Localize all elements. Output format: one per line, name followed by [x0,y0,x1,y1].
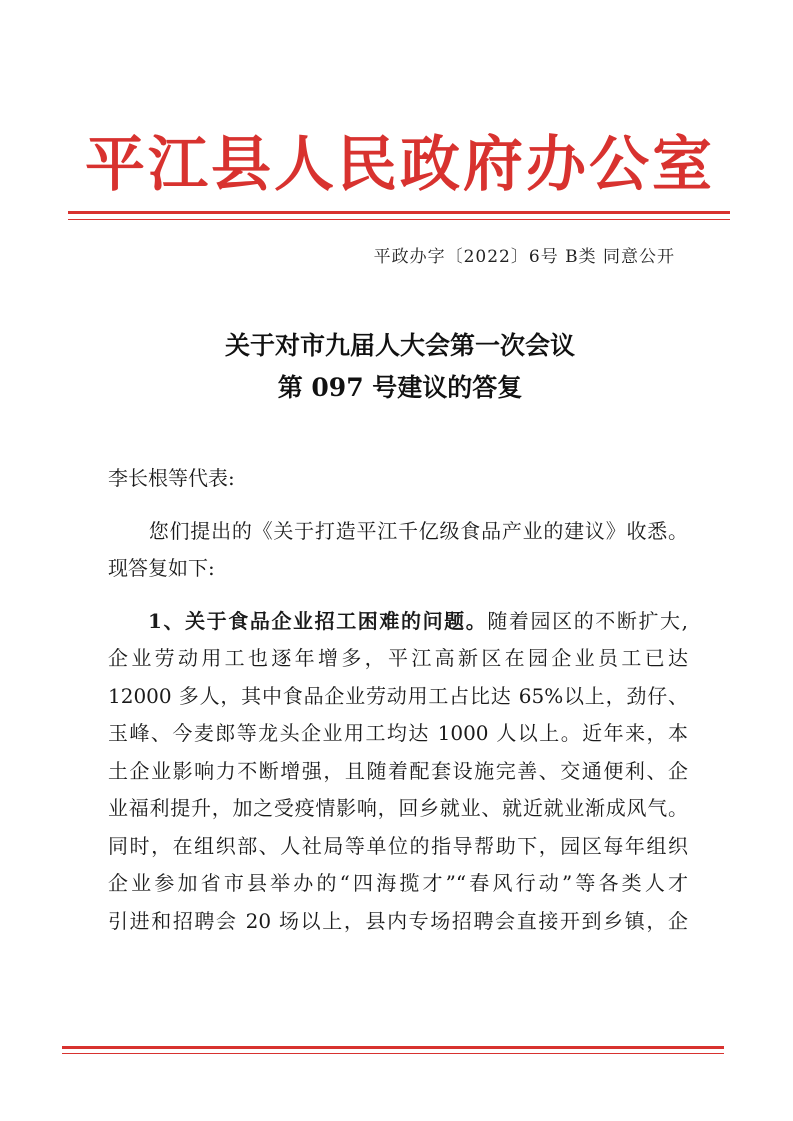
section-1-line: 同时，在组织部、人社局等单位的指导帮助下，园区每年组织 [108,833,688,858]
section-1-heading: 1、关于食品企业招工困难的问题。 [148,608,488,633]
document-title-line-2: 第 097 号建议的答复 [277,373,523,402]
intro-line-1 [108,513,688,551]
section-1-line-1 [108,603,688,641]
footer-red-rule-thin [62,1053,724,1054]
footer-red-rule-thick [62,1046,724,1049]
document-number: 平政办字〔2022〕6号 B类 同意公开 [373,247,675,267]
section-1-line: 企业劳动用工也逐年增多，平江高新区在园企业员工已达 [108,646,688,670]
section-1-line: 玉峰、今麦郎等龙头企业用工均达 1000 人以上。近年来，本 [108,721,688,745]
header-red-rule-thin [68,219,730,220]
document-body [108,460,688,940]
header-red-rule-thick [68,211,730,214]
document-title-line-1: 关于对市九届人大会第一次会议 [224,331,575,360]
section-1-line: 12000 多人，其中食品企业劳动用工占比达 65%以上，劲仔、 [108,683,688,708]
salutation: 李长根等代表: [108,466,235,490]
issuing-office-title: 平江县人民政府办公室 [85,130,715,200]
section-1-line: 企业参加省市县举办的“四海揽才”“春风行动”等各类人才 [108,871,688,895]
section-1-line: 土企业影响力不断增强，且随着配套设施完善、交通便利、企 [108,758,688,783]
section-1-line: 业福利提升，加之受疫情影响，回乡就业、就近就业渐成风气。 [108,796,688,820]
section-1-line: 引进和招聘会 20 场以上，县内专场招聘会直接开到乡镇，企 [108,908,688,933]
document-title [60,325,740,409]
section-1-line-1-rest: 随着园区的不断扩大, [487,608,688,633]
intro-line-2: 现答复如下: [108,556,215,580]
intro-line-1-text: 您们提出的《关于打造平江千亿级食品产业的建议》收悉。 [148,518,688,543]
